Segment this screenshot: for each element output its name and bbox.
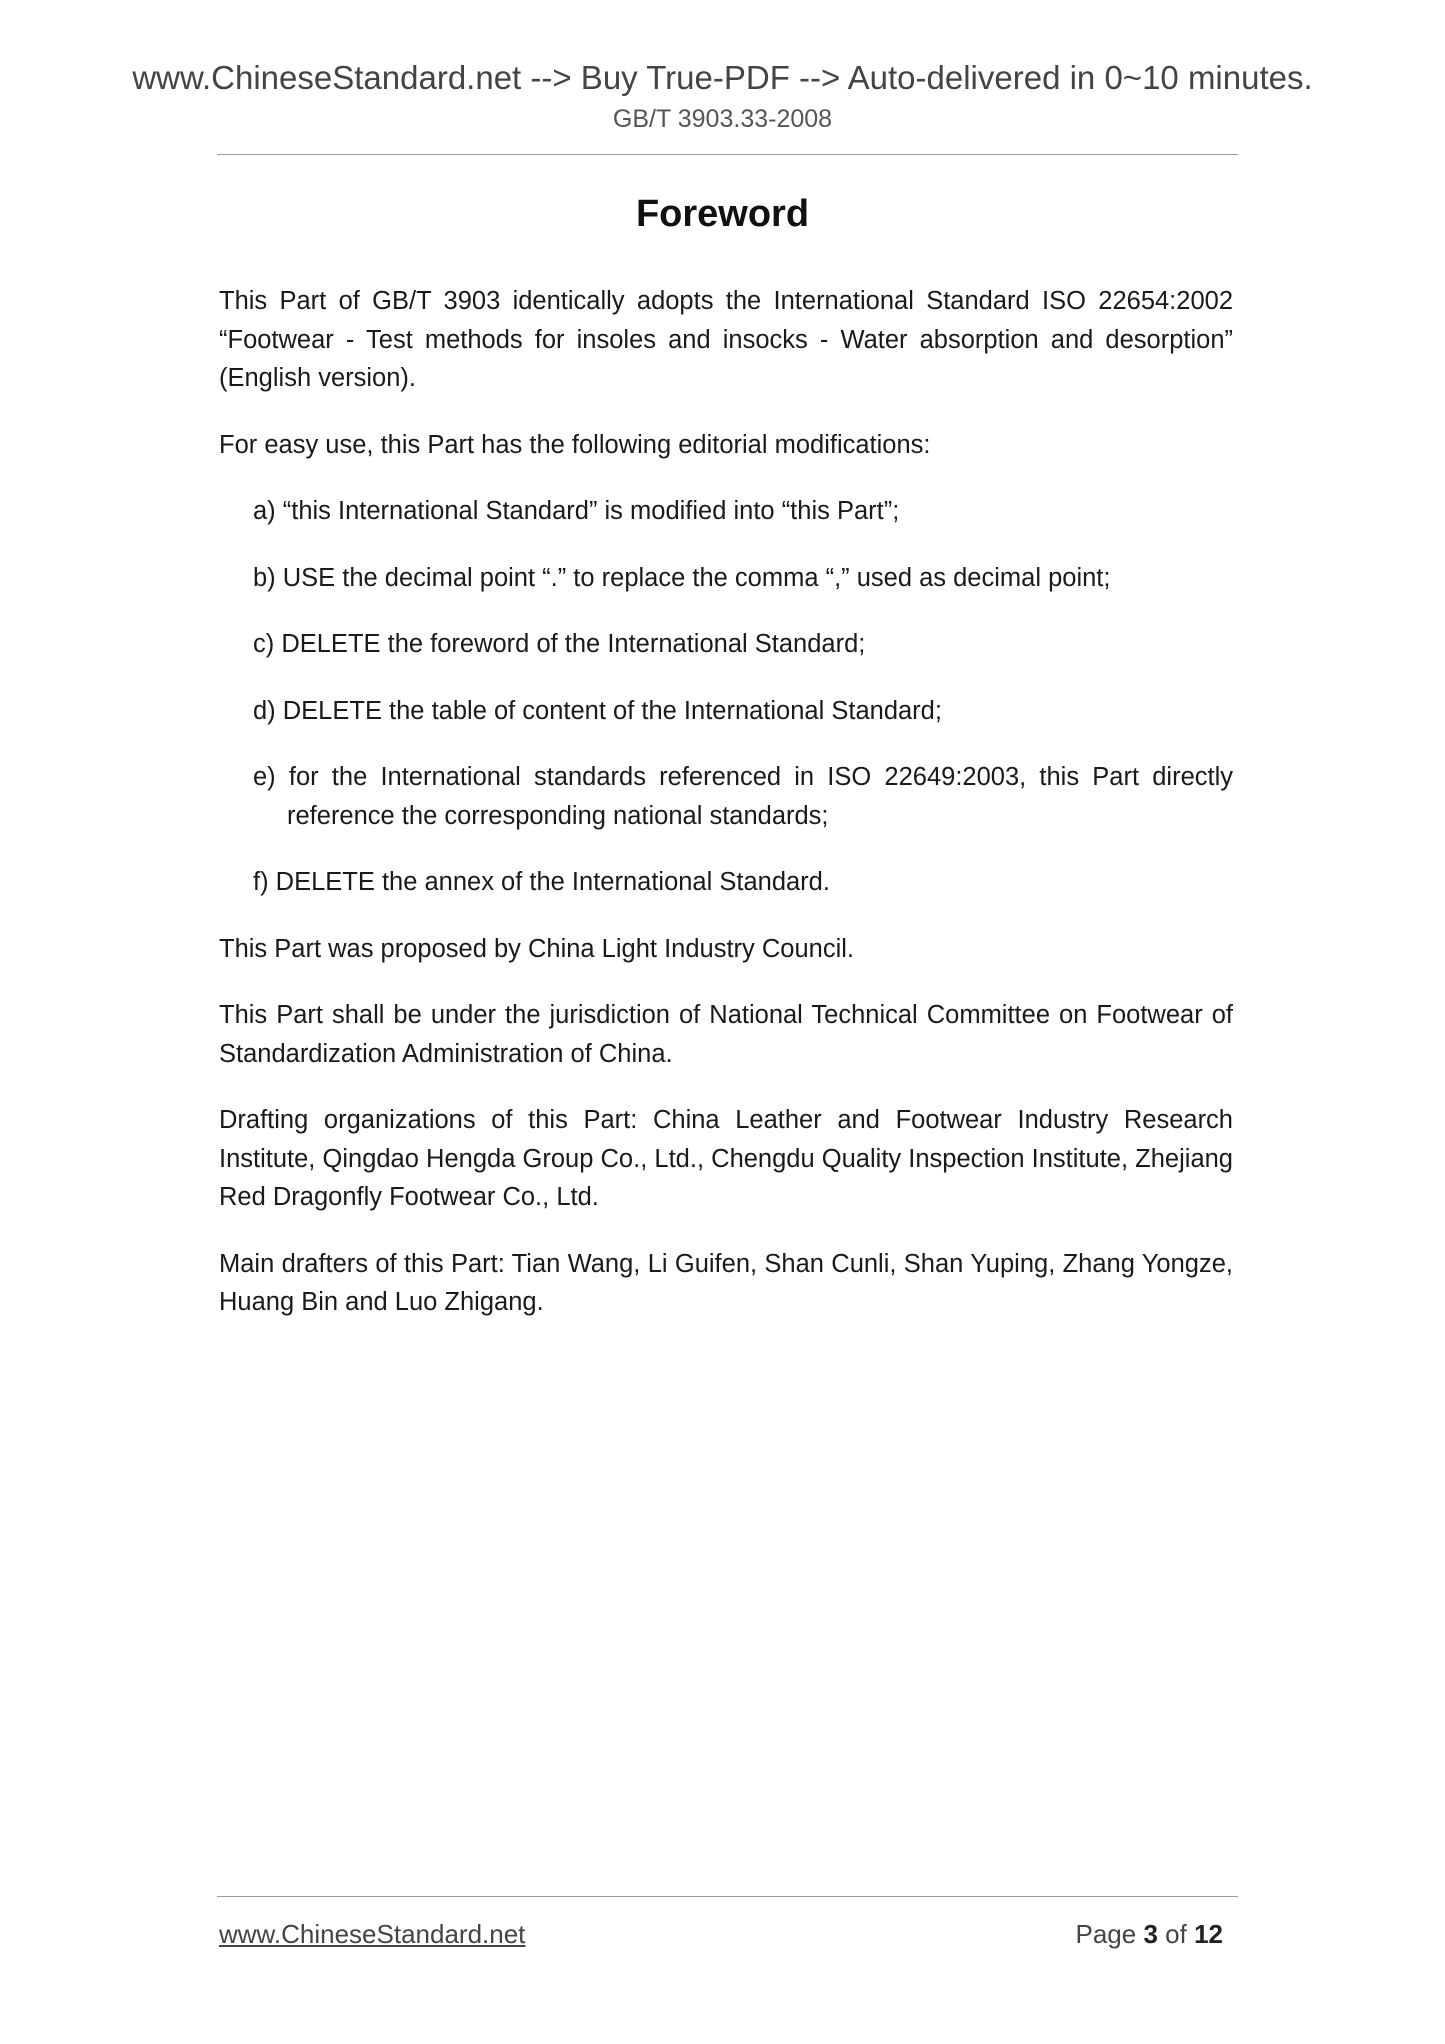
modifications-list bbox=[219, 492, 1233, 902]
header-divider bbox=[217, 154, 1238, 155]
list-item: a) “this International Standard” is modified into “this Part”; bbox=[253, 497, 900, 525]
page-of-label: of bbox=[1165, 1919, 1187, 1949]
list-item: e) for the International standards referenced in ISO 22649:2003, this Part directly reference the corresponding national standards; bbox=[253, 763, 1233, 830]
document-number: GB/T 3903.33-2008 bbox=[612, 105, 833, 133]
list-item: b) USE the decimal point “.” to replace the comma “,” used as decimal point; bbox=[253, 563, 1111, 592]
modifications-lead: For easy use, this Part has the following editorial modifications: bbox=[219, 430, 931, 459]
footer-site-link[interactable]: www.ChineseStandard.net bbox=[219, 1919, 526, 1949]
current-page-number: 3 bbox=[1143, 1919, 1158, 1949]
header-banner: www.ChineseStandard.net --> Buy True-PDF --> Auto-delivered in 0~10 minutes. bbox=[132, 59, 1313, 96]
page-indicator bbox=[1075, 1917, 1223, 1951]
drafters-paragraph: Main drafters of this Part: Tian Wang, Li Guifen, Shan Cunli, Shan Yuping, Zhang Yongze, Huang Bin and Luo Zhigang. bbox=[219, 1249, 1233, 1316]
list-item: f) DELETE the annex of the International Standard. bbox=[253, 868, 830, 896]
drafting-organizations-paragraph: Drafting organizations of this Part: China Leather and Footwear Industry Research Institute, Qingdao Hengda Group Co., Ltd., Chengdu Quality Inspection Institute, Zhejiang Red Dragonfly Footwear Co., Ltd. bbox=[219, 1106, 1233, 1211]
footer-divider bbox=[217, 1896, 1238, 1897]
document-body bbox=[219, 282, 1233, 1350]
page-label: Page bbox=[1075, 1919, 1137, 1949]
page-title: Foreword bbox=[635, 193, 810, 235]
proposed-by-paragraph: This Part was proposed by China Light Industry Council. bbox=[219, 934, 854, 963]
list-item: c) DELETE the foreword of the International Standard; bbox=[253, 630, 866, 658]
jurisdiction-paragraph: This Part shall be under the jurisdiction of National Technical Committee on Footwear of Standardization Administration of China. bbox=[219, 1001, 1233, 1068]
intro-paragraph: This Part of GB/T 3903 identically adopts the International Standard ISO 22654:2002 “Footwear - Test methods for insoles and insocks - Water absorption and desorption” (English version). bbox=[219, 287, 1233, 392]
total-pages-number: 12 bbox=[1194, 1919, 1223, 1949]
list-item: d) DELETE the table of content of the International Standard; bbox=[253, 696, 942, 725]
